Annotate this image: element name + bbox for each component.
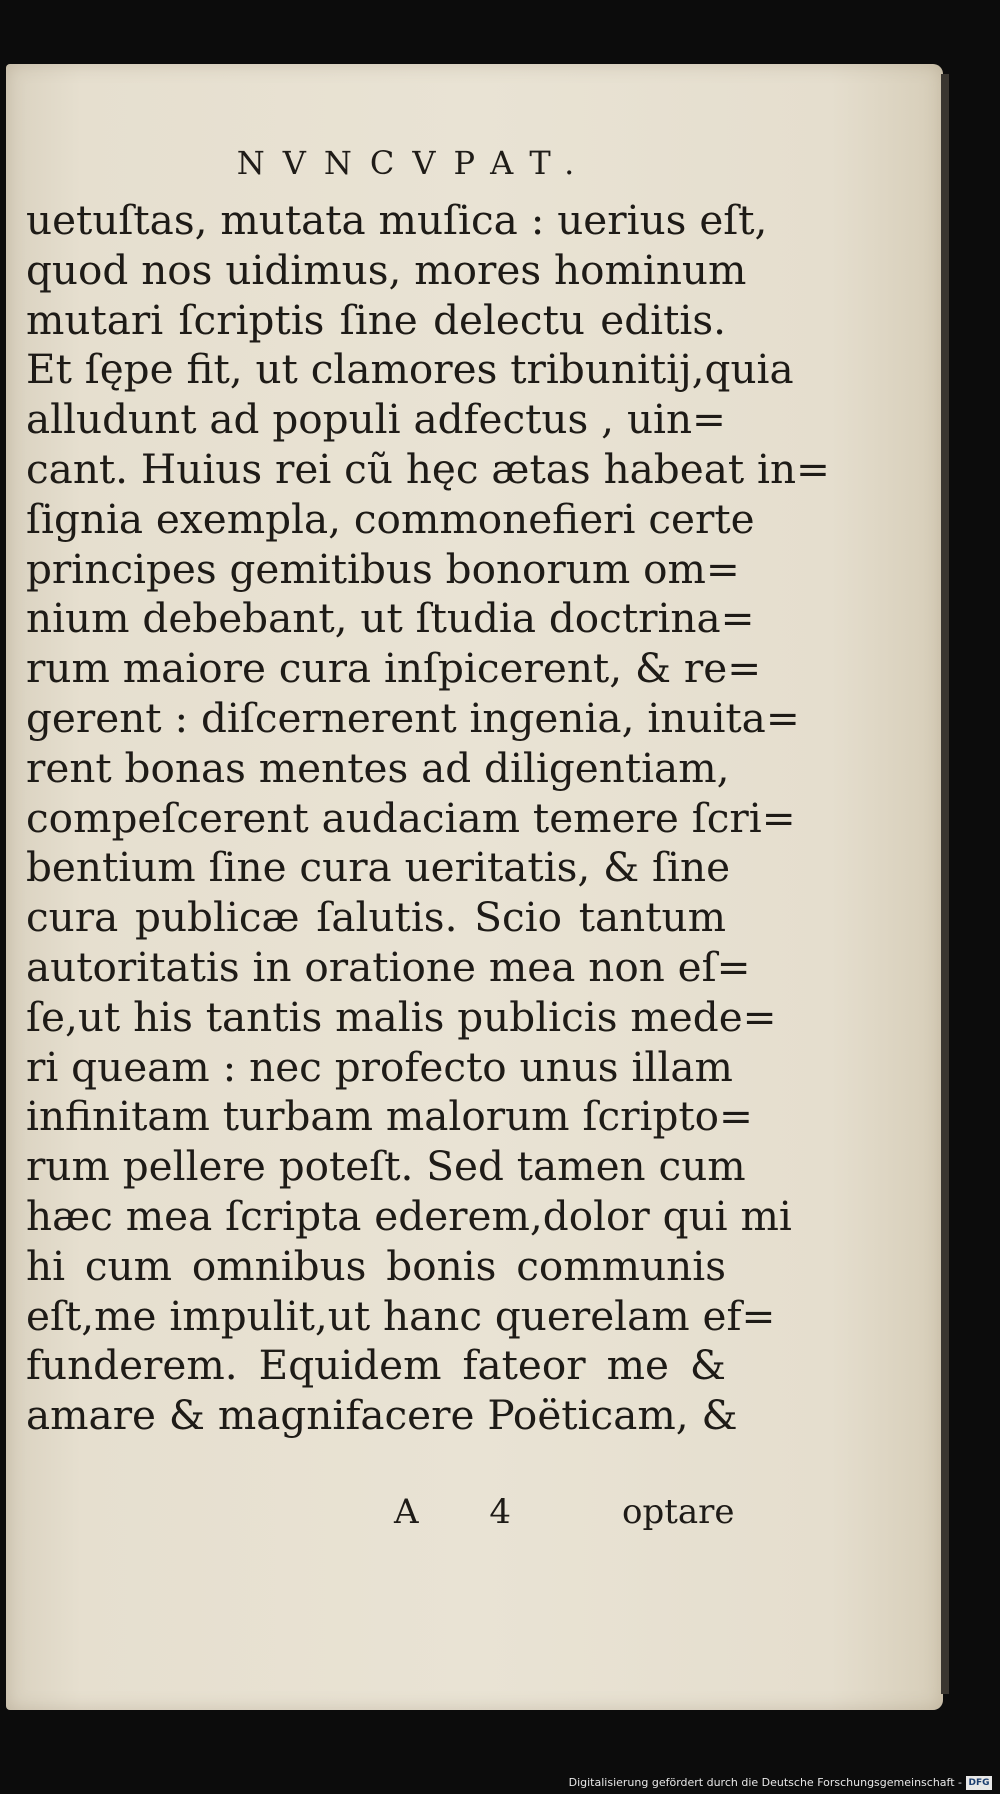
- text-line: infinitam turbam malorum ſcripto=: [26, 1092, 753, 1141]
- text-line: uetuſtas, mutata muſica : uerius eſt,: [26, 196, 768, 244]
- text-line: mutari ſcriptis ſine delectu editis.: [26, 295, 726, 344]
- text-line: hæc mea ſcripta ederem,dolor qui mi: [26, 1191, 792, 1240]
- text-line: rent bonas mentes ad diligentiam,: [26, 743, 730, 792]
- signature-mark: A 4: [394, 1492, 541, 1532]
- text-line: ſignia exempla, commonefieri certe: [26, 494, 755, 543]
- running-head-text: NVNCVPAT.: [236, 144, 593, 182]
- text-line: Et ſępe fit, ut clamores tribunitij,quia: [26, 345, 794, 394]
- dfg-logo: DFG: [966, 1776, 992, 1790]
- text-line: quod nos uidimus, mores hominum: [26, 245, 747, 294]
- text-line: principes gemitibus bonorum om=: [26, 544, 740, 593]
- text-line: bentium ſine cura ueritatis, & ſine: [26, 843, 731, 892]
- catchword: optare: [622, 1492, 735, 1532]
- text-line: amare & magnifacere Poëticam, &: [26, 1391, 738, 1440]
- text-line: rum pellere poteſt. Sed tamen cum: [26, 1142, 746, 1191]
- text-line: rum maiore cura inſpicerent, & re=: [26, 644, 762, 693]
- text-line: cura publicæ ſalutis. Scio tantum: [26, 893, 726, 942]
- digitization-credit: Digitalisierung gefördert durch die Deutsche Forschungsgemeinschaft -: [568, 1776, 962, 1789]
- page-footer: [6, 1492, 943, 1532]
- running-head: [6, 144, 943, 182]
- page-edge: [941, 74, 949, 1694]
- text-line: gerent : diſcernerent ingenia, inuita=: [26, 693, 800, 742]
- text-line: cant. Huius rei cũ hęc ætas habeat in=: [26, 444, 830, 493]
- text-line: compeſcerent audaciam temere ſcri=: [26, 793, 796, 842]
- text-line: hi cum omnibus bonis communis: [26, 1241, 726, 1290]
- text-line: ri queam : nec profecto unus illam: [26, 1042, 733, 1091]
- credit-bar: [0, 1768, 1000, 1794]
- text-line: funderem. Equidem fateor me &: [26, 1341, 726, 1390]
- body-text: [26, 196, 830, 1441]
- text-line: autoritatis in oratione mea non eſ=: [26, 942, 751, 991]
- text-line: alludunt ad populi adfectus , uin=: [26, 395, 726, 444]
- book-page: [6, 64, 943, 1710]
- text-line: nium debebant, ut ſtudia doctrina=: [26, 594, 755, 643]
- text-line: ſe,ut his tantis malis publicis mede=: [26, 992, 777, 1041]
- text-line: eſt,me impulit,ut hanc querelam ef=: [26, 1291, 776, 1340]
